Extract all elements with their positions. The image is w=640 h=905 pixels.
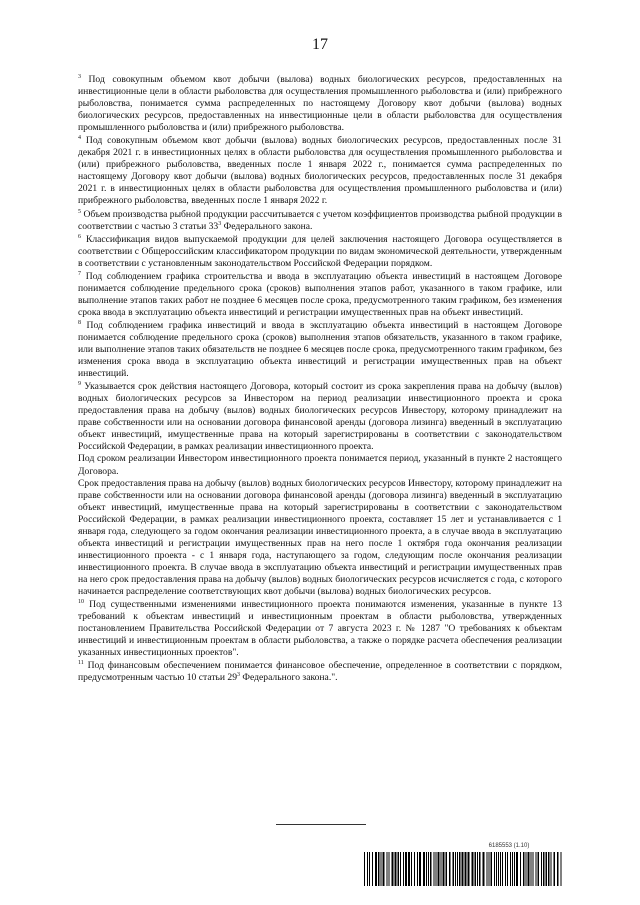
barcode-image [364, 852, 564, 886]
footnote-3 [78, 74, 562, 134]
barcode-bar [369, 852, 370, 886]
footnote-11 [78, 660, 562, 684]
barcode-bar [364, 852, 365, 886]
barcode-bar [502, 852, 503, 886]
footnote-marker: 3 [78, 73, 81, 80]
footnote-text: Объем производства рыбной продукции рассчитывается с учетом коэффициентов производства рыбной продукции в соответствии с частью 3 статьи 33 [78, 208, 562, 232]
barcode-bar [536, 852, 537, 886]
footnote-6 [78, 234, 562, 270]
barcode-bar [417, 852, 418, 886]
footnote-marker: 6 [78, 233, 81, 240]
footnote-text: Под существенными изменениями инвестиционного проекта понимаются изменения, указанные в пункте 13 требований к объектам инвестиций и инвестиционным проектам в области рыболовства, утвержденных постановлением Правительства Российской Федерации от 7 августа 2023 г. № 1287 "О требованиях к объектам инвестиций и инвестиционным проектам в области рыболовства, а также о порядке расчета обеспечения реализации указанных инвестиционных проектов". [78, 599, 562, 659]
barcode-bar [389, 852, 390, 886]
barcode-bar [438, 852, 440, 886]
barcode-bar [455, 852, 456, 886]
barcode-bar [541, 852, 542, 886]
barcode-bar [546, 852, 548, 886]
barcode-bar [453, 852, 455, 886]
barcode-bar [367, 852, 368, 886]
barcode-bar [411, 852, 412, 886]
barcode-bar [526, 852, 527, 886]
barcode-bar [426, 852, 427, 886]
footnote-9 [78, 381, 562, 453]
barcode-bar [483, 852, 485, 886]
article-superscript: 3 [218, 220, 222, 227]
footnote-marker: 7 [78, 270, 81, 277]
barcode-bar [516, 852, 518, 886]
footnote-text: Указывается срок действия настоящего Договора, который состоит из срока закрепления права на добычу (вылов) водных биологических ресурсов за Инвестором на период реализации инвестиционного проекта и срока предоставления права на добычу (вылов) водных биологических ресурсов Инвестору, которому принадлежит на праве собственности или на основании договора финансовой аренды (договора лизинга) введенный в эксплуатацию объект инвестиций, имущественные права на который зарегистрированы в соответствии с законодательством Российской Федерации, в рамках реализации инвестиционного проекта. [78, 381, 562, 453]
document-id: 6185553 (1.10) [488, 843, 530, 849]
barcode-bar [403, 852, 404, 886]
barcode-bar [381, 852, 382, 886]
barcode-bar [457, 852, 458, 886]
barcode-bar [554, 852, 556, 886]
footnote-marker: 11 [78, 660, 84, 667]
barcode-bar [472, 852, 474, 886]
footnote-text: Под совокупным объемом квот добычи (вылова) водных биологических ресурсов, предоставленных после 31 декабря 2021 г. в инвестиционных целях в области рыболовства для осуществления промышленного рыболовства и (или) прибрежного рыболовства, введенных после 1 января 2022 г., понимается сумма распределенных по настоящему Договору квот добычи (вылова) водных биологических ресурсов, предоставленных после 31 декабря 2021 г. в инвестиционных целях в области рыболовства для осуществления промышленного рыболовства и (или) прибрежного рыболовства, введенных после 1 января 2022 г. [78, 135, 562, 207]
barcode-bar [387, 852, 388, 886]
footnote-marker: 10 [78, 598, 84, 605]
barcode-bar [514, 852, 515, 886]
barcode-bar [459, 852, 461, 886]
barcode-bar [551, 852, 552, 886]
footnote-text: Под финансовым обеспечением понимается финансовое обеспечение, определенное в соответствии с порядком, предусмотренным частью 10 статьи 29 [78, 660, 562, 684]
barcode-bar [423, 852, 425, 886]
footnote-text: Классификация видов выпускаемой продукции для целей заключения настоящего Договора осуществляется в соответствии с Общероссийским классификатором продукции по видам экономической деятельности, утвержденным в соответствии с установленным законодательством Российской Федерации порядком. [78, 233, 562, 269]
barcode-bar [561, 852, 562, 886]
barcode-bar [405, 852, 407, 886]
barcode-bar [372, 852, 373, 886]
footnote-text-end: Федерального закона.". [240, 672, 338, 684]
barcode-bar [414, 852, 415, 886]
footnote-text: Под соблюдением графика строительства и ввода в эксплуатацию объекта инвестиций в настоящем Договоре понимается соблюдение предельного срока (сроков) выполнения этапов работ, указанного в таком графике, или выполнение этапов таких работ не позднее 6 месяцев после срока, предусмотренного таким графиком, без изменения срока ввода в эксплуатацию объекта инвестиций и регистрации имущественных прав на объект инвестиций. [78, 270, 563, 318]
footnote-5 [78, 209, 562, 233]
footnote-text: Срок предоставления права на добычу (вылов) водных биологических ресурсов Инвестору, которому принадлежит на праве собственности или на основании договора финансовой аренды (договора лизинга) введенный в эксплуатацию объект инвестиций, имущественные права на который зарегистрированы в соответствии с законодательством Российской Федерации, в рамках реализации инвестиционного проекта, составляет 15 лет и устанавливается с 1 января года, следующего за годом окончания реализации инвестиционного проекта, а в случае ввода в эксплуатацию объекта инвестиций и регистрации имущественных прав на него после 1 октября года окончания реализации инвестиционного проекта - с 1 января года, наступающего за годом, следующим после окончания реализации инвестиционного проекта. В случае ввода в эксплуатацию объекта инвестиций и регистрации имущественных прав на него срок предоставления права на добычу (вылов) водных биологических ресурсов исчисляется с года, с которого начинается распределение соответствующих квот добычи (вылова) водных биологических ресурсов. [78, 477, 562, 597]
barcode-bar [462, 852, 464, 886]
barcode-bar [496, 852, 497, 886]
barcode-bar [419, 852, 421, 886]
barcode-bar [507, 852, 508, 886]
barcode-bar [395, 852, 397, 886]
footnote-marker: 5 [78, 208, 81, 215]
barcode-bar [528, 852, 530, 886]
footnote-7 [78, 271, 562, 319]
footnote-9-paragraph-2 [78, 453, 562, 477]
barcode-bar [383, 852, 385, 886]
separator-line [276, 824, 366, 825]
barcode-bar [494, 852, 495, 886]
barcode-bar [491, 852, 493, 886]
footnote-9-paragraph-3 [78, 478, 562, 598]
footnote-text: Под совокупным объемом квот добычи (вылова) водных биологических ресурсов, предоставленных на инвестиционные цели в области рыболовства для осуществления промышленного рыболовства и (или) прибрежного рыболовства, понимается сумма распределенных по настоящему Договору квот добычи (вылова) водных биологических ресурсов, предоставленных на инвестиционные цели в области рыболовства для осуществления промышленного рыболовства и (или) прибрежного рыболовства. [78, 74, 562, 134]
barcode-bar [443, 852, 445, 886]
barcode-bar [436, 852, 437, 886]
barcode-bar [430, 852, 432, 886]
barcode-bar [548, 852, 550, 886]
barcode-bar [510, 852, 511, 886]
barcode-bar [392, 852, 394, 886]
barcode-bar [378, 852, 380, 886]
barcode-bar [498, 852, 499, 886]
barcode-bar [487, 852, 488, 886]
footnote-text: Под соблюдением графика инвестиций и ввода в эксплуатацию объекта инвестиций в настоящем Договоре понимается соблюдение предельного срока (сроков) выполнения этапов обязательств, указанного в таком графике, или выполнение этапов таких обязательств не позднее 6 месяцев после срока, предусмотренного таким графиком, без изменения срока ввода в эксплуатацию объекта инвестиций и регистрации имущественных прав на объект инвестиций. [78, 319, 562, 380]
barcode-bar [520, 852, 521, 886]
barcode-bar [428, 852, 429, 886]
footnote-marker: 8 [78, 319, 81, 326]
footnote-marker: 4 [78, 135, 81, 142]
barcode-bar [500, 852, 501, 886]
article-superscript: 3 [237, 672, 241, 679]
barcode-bar [479, 852, 481, 886]
barcode-bar [489, 852, 490, 886]
footnote-4 [78, 135, 562, 207]
page-number: 17 [312, 36, 328, 53]
barcode-bar [408, 852, 410, 886]
footnote-8 [78, 320, 562, 380]
barcode-bar [400, 852, 401, 886]
barcode-bar [398, 852, 400, 886]
footnote-10 [78, 599, 562, 659]
barcode-bar [523, 852, 525, 886]
barcode-bar [505, 852, 506, 886]
barcode-bar [441, 852, 442, 886]
barcode-bar [465, 852, 467, 886]
barcode-bar [533, 852, 534, 886]
barcode-bar [477, 852, 478, 886]
barcode-bar [434, 852, 435, 886]
barcode-bar [512, 852, 513, 886]
barcode-bar [538, 852, 540, 886]
footnotes-block [78, 74, 562, 684]
footnote-text: Под сроком реализации Инвестором инвестиционного проекта понимается период, указанный в пункте 2 настоящего Договора. [78, 453, 562, 477]
footnote-text-end: Федерального закона. [221, 220, 313, 232]
footnote-marker: 9 [78, 380, 81, 387]
barcode-bar [375, 852, 377, 886]
barcode-bar [543, 852, 545, 886]
barcode-bar [557, 852, 559, 886]
barcode-bar [449, 852, 451, 886]
barcode-bar [468, 852, 470, 886]
barcode-bar [446, 852, 448, 886]
barcode-bar [531, 852, 532, 886]
barcode-bar [475, 852, 477, 886]
